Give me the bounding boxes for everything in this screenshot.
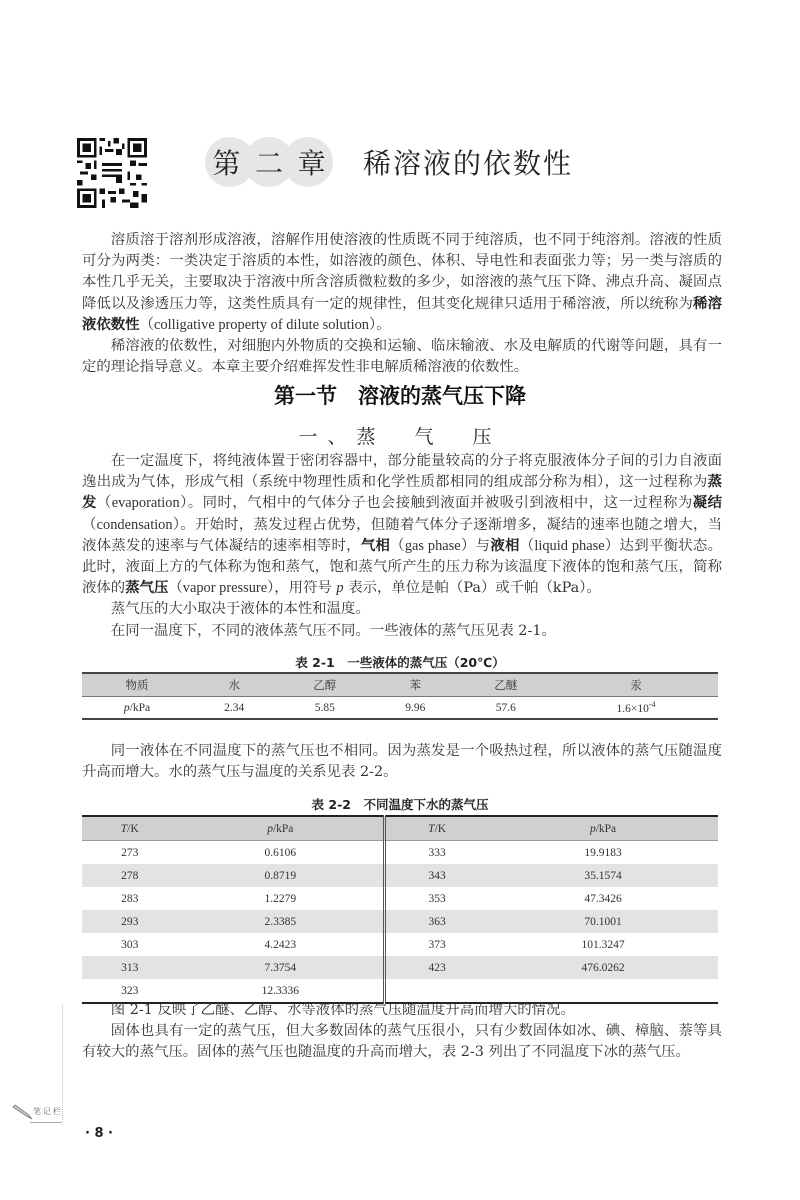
- table-cell: 293: [82, 910, 177, 933]
- table-cell: 278: [82, 864, 177, 887]
- table-cell: 9.96: [405, 701, 426, 714]
- text-run: （: [139, 316, 154, 333]
- body-paragraph: 固体也具有一定的蒸气压，但大多数固体的蒸气压很小，只有少数固体如冰、碘、樟脑、萘等具有较大的蒸气压。固体的蒸气压也随温度的升高而增大，表 2-3 列出了不同温度下冰的蒸气压。: [82, 1023, 722, 1061]
- unit: /K: [127, 822, 139, 835]
- key-term: 凝结: [692, 495, 722, 512]
- table-2-1-caption: 表 2-1 一些液体的蒸气压（20℃）: [295, 655, 505, 670]
- english-term: （gas phase）: [390, 537, 476, 554]
- page-number: · 8 ·: [85, 1126, 113, 1141]
- header-cell: 汞: [554, 673, 718, 697]
- table-row: [82, 697, 718, 720]
- notes-baseline: [30, 1122, 62, 1123]
- table-cell: 423: [385, 956, 488, 979]
- table-header-row: [82, 673, 718, 697]
- var-symbol: p: [267, 822, 273, 835]
- intro-paragraph-1: [82, 230, 722, 336]
- text-run: 。开始时，蒸发过程占优势，但随着气体分子逐渐增多，凝结的速率也随之增大，当液体蒸发的速率与气体凝结的速率相等时，: [82, 516, 722, 554]
- table-cell: 283: [121, 892, 139, 905]
- var-symbol: T: [120, 822, 128, 835]
- table-cell: 363: [385, 910, 488, 933]
- table-cell: 373: [428, 938, 446, 951]
- notes-column-divider: [62, 1005, 63, 1122]
- body-text-2: [82, 741, 722, 783]
- chapter-number-char: 第: [212, 147, 241, 180]
- table-cell: 303: [121, 938, 139, 951]
- row-label: [82, 697, 192, 720]
- header-cell: 苯: [373, 673, 457, 697]
- table-cell: 333: [428, 846, 446, 859]
- text-run: 达到平衡状态。此时，液面上方的气体称为饱和蒸气，饱和蒸气所产生的压力称为该温度下液体的饱和蒸气压，简称液体的: [82, 537, 722, 597]
- header-cell: [82, 816, 177, 841]
- cell-exponent: -4: [648, 700, 656, 710]
- table-cell: 323: [121, 984, 139, 997]
- table-cell: 4.2423: [177, 933, 384, 956]
- var-symbol: T: [428, 822, 435, 835]
- chapter-title: 稀溶液的依数性: [363, 147, 574, 180]
- table-row: [82, 933, 718, 956]
- body-text-3: [82, 1000, 722, 1064]
- table-cell: 273: [121, 846, 139, 859]
- table-cell: [554, 697, 718, 720]
- table-2-2-caption: 表 2-2 不同温度下水的蒸气压: [311, 797, 489, 812]
- table-cell: 476.0262: [488, 956, 718, 979]
- english-term: （evaporation）: [96, 495, 188, 512]
- unit: /K: [434, 822, 447, 835]
- table-cell: 2.34: [224, 701, 245, 714]
- header-cell: 乙醚: [458, 673, 555, 697]
- body-paragraph: 图 2-1 反映了乙醚、乙醇、水等液体的蒸气压随温度升高而增大的情况。: [110, 1002, 575, 1018]
- text-run: 表示，单位是帕（Pa）或千帕（kPa）。: [343, 580, 601, 597]
- table-cell: 343: [385, 864, 488, 887]
- table-cell: 0.6106: [177, 841, 384, 865]
- var-symbol: p: [123, 701, 130, 714]
- cell-mantissa: 1.6×10: [616, 702, 649, 715]
- table-cell: 2.3385: [177, 910, 384, 933]
- english-term: （vapor pressure）: [168, 580, 275, 597]
- intro-paragraph-2: 稀溶液的依数性，对细胞内外物质的交换和运输、临床输液、水及电解质的代谢等问题，具有一定的理论指导意义。本章主要介绍难挥发性非电解质稀溶液的依数性。: [82, 338, 722, 376]
- header-cell: [488, 816, 718, 841]
- table-2-1: [82, 672, 718, 720]
- header-cell: [177, 816, 384, 841]
- key-term: 蒸气压: [125, 580, 169, 597]
- table-cell: 35.1574: [488, 864, 718, 887]
- table-cell: 70.1001: [488, 910, 718, 933]
- unit: /kPa: [272, 822, 294, 835]
- unit: /kPa: [129, 701, 151, 714]
- vapor-pressure-text: [82, 451, 722, 642]
- chapter-heading: [205, 137, 573, 187]
- table-cell: 47.3426: [584, 892, 622, 905]
- body-paragraph: [82, 451, 722, 599]
- symbol-p: p: [336, 580, 344, 597]
- unit: /kPa: [595, 822, 617, 835]
- qr-code-icon: [77, 138, 147, 208]
- table-cell: 12.3336: [177, 979, 384, 1003]
- intro-text: [82, 230, 722, 378]
- header-cell: 物质: [82, 673, 192, 697]
- header-cell: 乙醇: [276, 673, 373, 697]
- key-term: 稀溶液依数性: [82, 295, 722, 333]
- table-cell: 1.2279: [177, 887, 384, 910]
- table-cell: 7.3754: [177, 956, 384, 979]
- table-cell: 57.6: [495, 701, 516, 714]
- text-run: ，用符号: [274, 580, 337, 597]
- chapter-number-char: 章: [297, 147, 326, 180]
- table-header-row: [82, 816, 718, 841]
- english-term: （liquid phase）: [519, 537, 620, 554]
- key-term: 液相: [490, 537, 520, 554]
- table-row: [82, 841, 718, 865]
- body-paragraph: 蒸气压的大小取决于液体的本性和温度。: [110, 601, 370, 618]
- body-paragraph: 在同一温度下，不同的液体蒸气压不同。一些液体的蒸气压见表 2-1。: [110, 622, 556, 639]
- table-row: [82, 864, 718, 887]
- body-paragraph: 同一液体在不同温度下的蒸气压也不相同。因为蒸发是一个吸热过程，所以液体的蒸气压随温度升高而增大。水的蒸气压与温度的关系见表 2-2。: [82, 743, 722, 781]
- notes-label: 笔记栏: [33, 1107, 63, 1116]
- text-run: 与: [475, 537, 491, 554]
- subsection-title: 一、蒸 气 压: [298, 426, 502, 448]
- table-row: [82, 956, 718, 979]
- english-term: colligative property of dilute solution: [153, 316, 370, 333]
- text-run: 。同时，气相中的气体分子也会接触到液面并被吸引到液相中，这一过程称为: [187, 495, 693, 512]
- table-cell: 5.85: [314, 701, 335, 714]
- section-title: 第一节 溶液的蒸气压下降: [274, 384, 526, 408]
- header-cell: [385, 816, 488, 841]
- table-cell: 19.9183: [584, 846, 622, 859]
- table-cell: 313: [82, 956, 177, 979]
- table-row: [82, 910, 718, 933]
- chapter-number-badge: [205, 137, 333, 187]
- header-cell: 水: [192, 673, 276, 697]
- chapter-number-char: 二: [254, 147, 283, 180]
- key-term: 气相: [360, 537, 391, 554]
- english-term: （condensation）: [82, 516, 181, 533]
- key-term: 蒸发: [82, 474, 722, 512]
- text-run: 溶质溶于溶剂形成溶液，溶解作用使溶液的性质既不同于纯溶质，也不同于纯溶剂。溶液的性质可分为两类：一类决定于溶质的本性，如溶液的颜色、体积、导电性和表面张力等；另一类与溶质的本性几乎无关，主要取决于溶液中所含溶质微粒数的多少，如溶液的蒸气压下降、沸点升高、凝固点降低以及渗透压力等，这类性质具有一定的规律性，但其变化规律只适用于稀溶液，所以统称为: [82, 232, 722, 312]
- table-2-2: [82, 815, 718, 1004]
- table-row: [82, 887, 718, 910]
- table-cell: 0.8719: [177, 864, 384, 887]
- text-run: ）。: [369, 316, 391, 333]
- pencil-icon: [12, 1104, 34, 1120]
- var-symbol: p: [589, 822, 596, 835]
- table-cell: 101.3247: [581, 938, 625, 951]
- text-run: 在一定温度下，将纯液体置于密闭容器中，部分能量较高的分子将克服液体分子间的引力自液面逸出成为气体，形成气相（系统中物理性质和化学性质都相同的组成部分称为相），这一过程称为: [82, 453, 722, 491]
- table-cell: 353: [428, 892, 446, 905]
